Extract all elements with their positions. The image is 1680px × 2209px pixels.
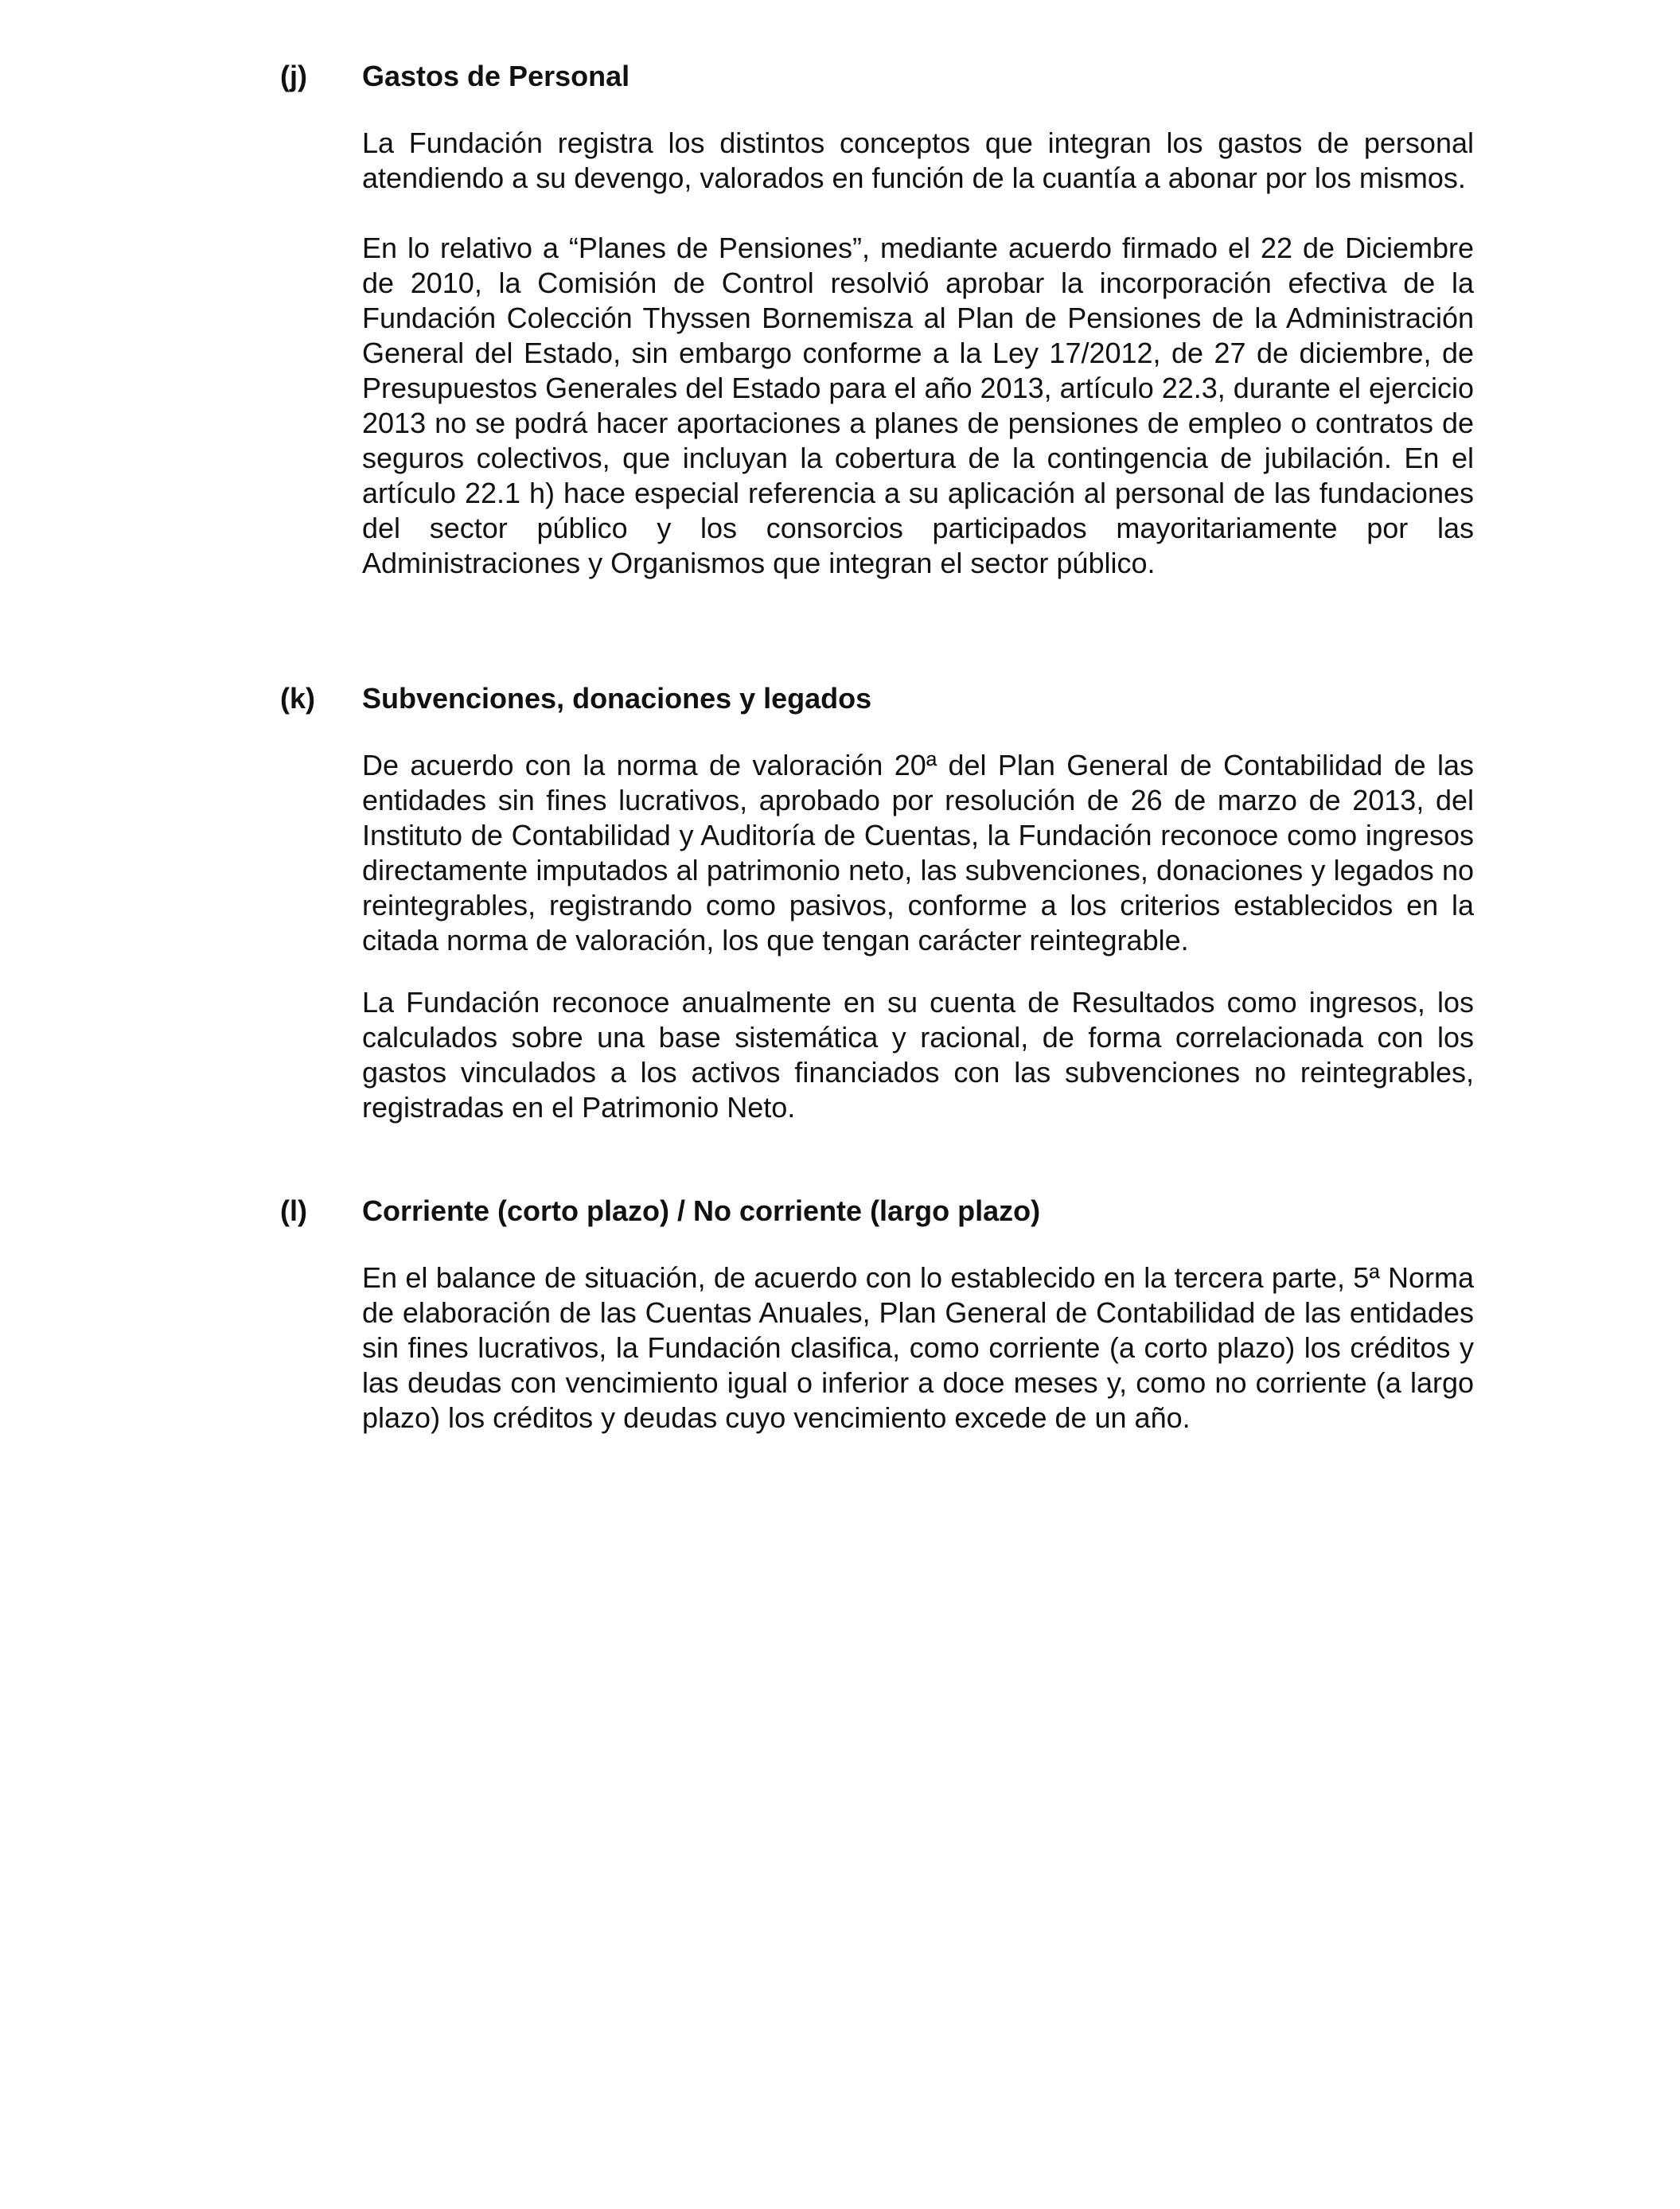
section-title: Subvenciones, donaciones y legados: [362, 682, 872, 715]
section-corriente-no-corriente: [280, 1194, 1474, 1436]
section-letter: (j): [280, 60, 307, 92]
section-gastos-de-personal: [280, 59, 1474, 581]
section-subvenciones: [280, 681, 1474, 1125]
paragraph: De acuerdo con la norma de valoración 20ª del Plan General de Contabilidad de las entidades sin fines lucrativos, aprobado por resolución de 26 de marzo de 2013, del Instituto de Contabilidad y Auditoría de Cuentas, la Fundación reconoce como ingresos directamente imputados al patrimonio neto, las subvenciones, donaciones y legados no reintegrables, registrando como pasivos, conforme a los criterios establecidos en la citada norma de valoración, los que tengan carácter reintegrable.: [362, 749, 1474, 956]
paragraph: En el balance de situación, de acuerdo con lo establecido en la tercera parte, 5ª Norma de elaboración de las Cuentas Anuales, Plan General de Contabilidad de las entidades sin fines lucrativos, la Fundación clasifica, como corriente (a corto plazo) los créditos y las deudas con vencimiento igual o inferior a doce meses y, como no corriente (a largo plazo) los créditos y deudas cuyo vencimiento excede de un año.: [362, 1261, 1474, 1434]
section-letter: (l): [280, 1194, 307, 1227]
paragraph: La Fundación registra los distintos conceptos que integran los gastos de personal atendiendo a su devengo, valorados en función de la cuantía a abonar por los mismos.: [362, 127, 1474, 194]
section-letter: (k): [280, 682, 315, 715]
paragraph: En lo relativo a “Planes de Pensiones”, mediante acuerdo firmado el 22 de Diciembre de 2010, la Comisión de Control resolvió aprobar la incorporación efectiva de la Fundación Colección Thyssen Bornemisza al Plan de Pensiones de la Administración General del Estado, sin embargo conforme a la Ley 17/2012, de 27 de diciembre, de Presupuestos Generales del Estado para el año 2013, artículo 22.3, durante el ejercicio 2013 no se podrá hacer aportaciones a planes de pensiones de empleo o contratos de seguros colectivos, que incluyan la cobertura de la contingencia de jubilación. En el artículo 22.1 h) hace especial referencia a su aplicación al personal de las fundaciones del sector público y los consorcios participados mayoritariamente por las Administraciones y Organismos que integran el sector público.: [362, 232, 1474, 579]
paragraph: La Fundación reconoce anualmente en su cuenta de Resultados como ingresos, los calculados sobre una base sistemática y racional, de forma correlacionada con los gastos vinculados a los activos financiados con las subvenciones no reintegrables, registradas en el Patrimonio Neto.: [362, 986, 1474, 1124]
section-heading: [280, 59, 1474, 99]
section-title: Gastos de Personal: [362, 60, 630, 92]
section-title: Corriente (corto plazo) / No corriente (largo plazo): [362, 1194, 1041, 1227]
section-heading: [280, 681, 1474, 721]
section-heading: [280, 1194, 1474, 1233]
